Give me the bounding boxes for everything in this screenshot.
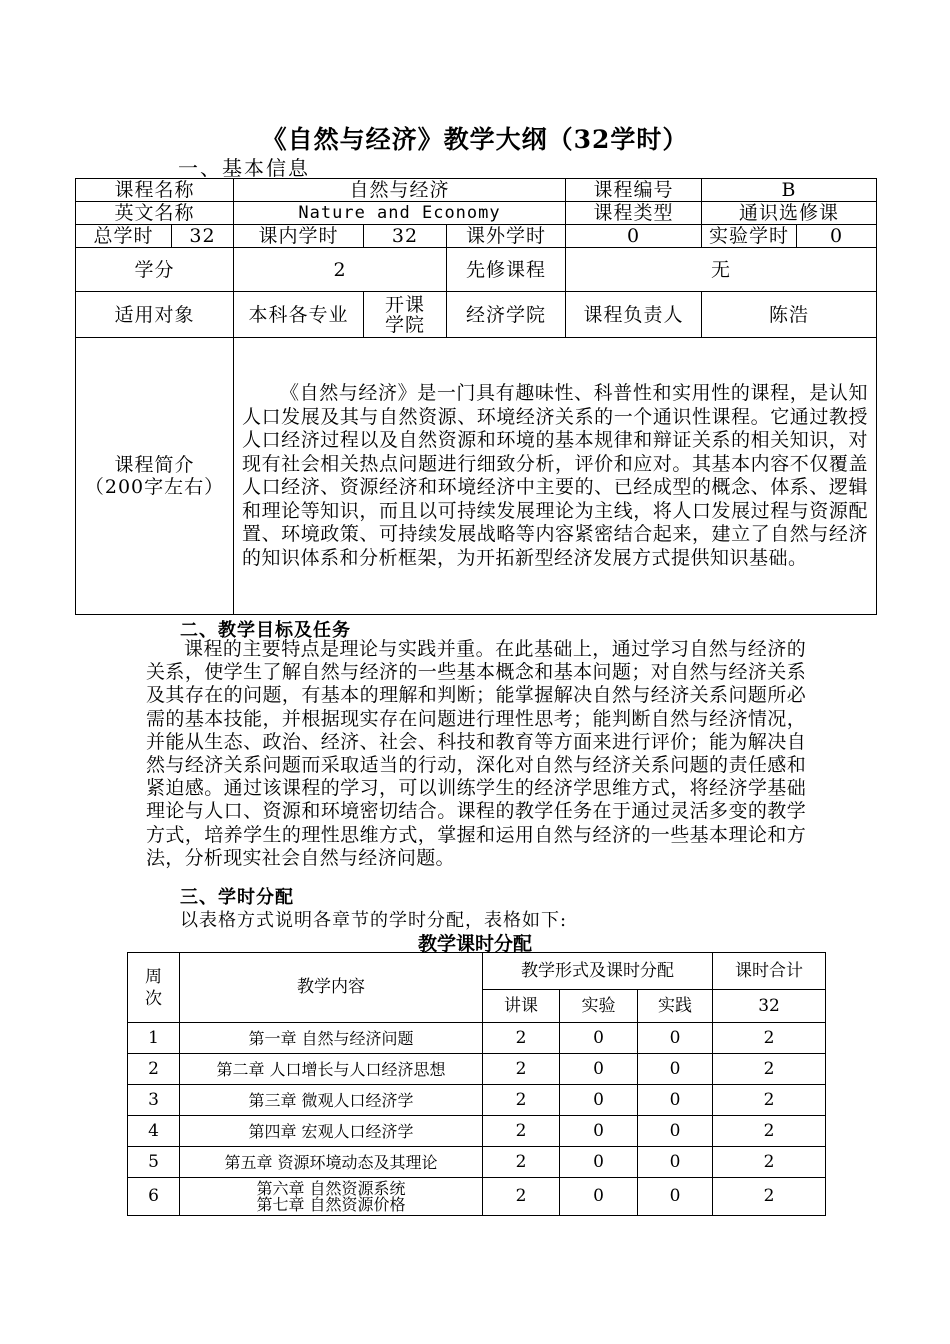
row-total: 2 — [713, 1085, 826, 1116]
leader-label: 课程负责人 — [566, 292, 702, 338]
prereq-label: 先修课程 — [447, 248, 566, 292]
row-total: 2 — [713, 1147, 826, 1178]
row-content: 第一章 自然与经济问题 — [180, 1023, 483, 1054]
row-practice: 0 — [638, 1054, 713, 1085]
row-content-2: 第七章 自然资源价格 — [256, 1194, 406, 1214]
section-hours-heading: 三、学时分配 — [180, 887, 294, 908]
intro-label: 课程简介 — [114, 454, 195, 476]
english-name-value: Nature and Economy — [234, 202, 566, 225]
row-lab: 0 — [560, 1116, 638, 1147]
row-week: 2 — [128, 1054, 180, 1085]
row-practice: 0 — [638, 1178, 713, 1216]
row-week: 5 — [128, 1147, 180, 1178]
row-content: 第二章 人口增长与人口经济思想 — [180, 1054, 483, 1085]
in-class-hours-value: 32 — [364, 225, 447, 248]
course-name-label: 课程名称 — [76, 179, 234, 202]
course-type-value: 通识选修课 — [702, 202, 877, 225]
row-lab: 0 — [560, 1147, 638, 1178]
document-title: 《自然与经济》教学大纲（32学时） — [261, 125, 689, 154]
row-total: 2 — [713, 1178, 826, 1216]
english-name-label: 英文名称 — [76, 202, 234, 225]
total-header: 课时合计 — [713, 953, 826, 990]
row-content: 第四章 宏观人口经济学 — [180, 1116, 483, 1147]
row-total: 2 — [713, 1054, 826, 1085]
row-lecture: 2 — [483, 1147, 560, 1178]
table-row — [128, 1054, 826, 1085]
row-practice: 0 — [638, 1147, 713, 1178]
prereq-value: 无 — [566, 248, 877, 292]
row-practice: 0 — [638, 1023, 713, 1054]
table-row — [128, 1116, 826, 1147]
college-value: 经济学院 — [447, 292, 566, 338]
section-basic-info-heading: 一、基本信息 — [178, 156, 310, 180]
row-lecture: 2 — [483, 1085, 560, 1116]
row-content: 第五章 资源环境动态及其理论 — [180, 1147, 483, 1178]
row-content: 第三章 微观人口经济学 — [180, 1085, 483, 1116]
row-lecture: 2 — [483, 1023, 560, 1054]
basic-info-table-lower — [75, 247, 877, 615]
week-header: 周次 — [128, 953, 180, 1023]
lab-hours-value: 0 — [797, 225, 877, 248]
row-week: 3 — [128, 1085, 180, 1116]
row-lecture: 2 — [483, 1054, 560, 1085]
grand-total: 32 — [713, 990, 826, 1023]
row-content: 第六章 自然资源系统 — [256, 1178, 406, 1198]
course-code-value: B — [702, 179, 877, 202]
practice-header: 实践 — [638, 990, 713, 1023]
table-row — [128, 1147, 826, 1178]
college-label: 开课学院 — [364, 292, 447, 338]
out-class-hours-label: 课外学时 — [447, 225, 566, 248]
goals-paragraph: 课程的主要特点是理论与实践并重。在此基础上，通过学习自然与经济的关系，使学生了解自然与经济的一些基本概念和基本问题；对自然与经济关系及其存在的问题，有基本的理解和判断；能掌握解决自然与经济关系问题所必需的基本技能，并根据现实存在问题进行理性思考；能判断自然与经济情况，并能从生态、政治、经济、社会、科技和教育等方面来进行评价；能为解决自然与经济关系问题而采取适当的行动，深化对自然与经济关系问题的责任感和紧迫感。通过该课程的学习，可以训练学生的经济学思维方式，将经济学基础理论与人口、资源和环境密切结合。课程的教学任务在于通过灵活多变的教学方式，培养学生的理性思维方式，掌握和运用自然与经济的一些基本理论和方法，分析现实社会自然与经济问题。 — [146, 638, 806, 869]
row-lecture: 2 — [483, 1178, 560, 1216]
audience-label: 适用对象 — [76, 292, 234, 338]
table-row — [128, 1178, 826, 1216]
form-header: 教学形式及课时分配 — [483, 953, 713, 990]
audience-value: 本科各专业 — [234, 292, 364, 338]
credit-label: 学分 — [76, 248, 234, 292]
content-header: 教学内容 — [180, 953, 483, 1023]
section-goals-heading: 二、教学目标及任务 — [180, 620, 351, 641]
row-lab: 0 — [560, 1023, 638, 1054]
hours-table — [127, 952, 826, 1216]
out-class-hours-value: 0 — [566, 225, 702, 248]
credit-value: 2 — [234, 248, 447, 292]
lab-hours-label: 实验学时 — [702, 225, 797, 248]
row-content-multi — [180, 1178, 483, 1216]
row-total: 2 — [713, 1116, 826, 1147]
row-practice: 0 — [638, 1085, 713, 1116]
intro-text: 《自然与经济》是一门具有趣味性、科普性和实用性的课程，是认知人口发展及其与自然资源、环境经济关系的一个通识性课程。它通过教授人口经济过程以及自然资源和环境的基本规律和辩证关系的相关知识，对现有社会相关热点问题进行细致分析，评价和应对。其基本内容不仅覆盖人口经济、资源经济和环境经济中主要的、已经成型的概念、体系、逻辑和理论等知识，而且以可持续发展理论为主线，将人口发展过程与资源配置、环境政策、可持续发展战略等内容紧密结合起来，建立了自然与经济的知识体系和分析框架，为开拓新型经济发展方式提供知识基础。 — [242, 382, 869, 569]
basic-info-table — [75, 178, 877, 248]
table-row — [128, 1085, 826, 1116]
course-name-value: 自然与经济 — [234, 179, 566, 202]
row-lab: 0 — [560, 1085, 638, 1116]
row-lecture: 2 — [483, 1116, 560, 1147]
lab-header: 实验 — [560, 990, 638, 1023]
row-lab: 0 — [560, 1178, 638, 1216]
row-week: 6 — [128, 1178, 180, 1216]
hours-table-title: 教学课时分配 — [417, 933, 532, 955]
course-code-label: 课程编号 — [566, 179, 702, 202]
course-type-label: 课程类型 — [566, 202, 702, 225]
leader-value: 陈浩 — [702, 292, 877, 338]
intro-label-sub: （200字左右） — [84, 476, 225, 498]
in-class-hours-label: 课内学时 — [234, 225, 364, 248]
intro-label-cell — [76, 338, 234, 615]
row-week: 4 — [128, 1116, 180, 1147]
table-row — [128, 1023, 826, 1054]
row-lab: 0 — [560, 1054, 638, 1085]
hours-note: 以表格方式说明各章节的学时分配，表格如下: — [180, 910, 568, 931]
intro-text-cell — [234, 338, 877, 615]
row-practice: 0 — [638, 1116, 713, 1147]
total-hours-label: 总学时 — [76, 225, 172, 248]
lecture-header: 讲课 — [483, 990, 560, 1023]
total-hours-value: 32 — [172, 225, 234, 248]
row-total: 2 — [713, 1023, 826, 1054]
row-week: 1 — [128, 1023, 180, 1054]
